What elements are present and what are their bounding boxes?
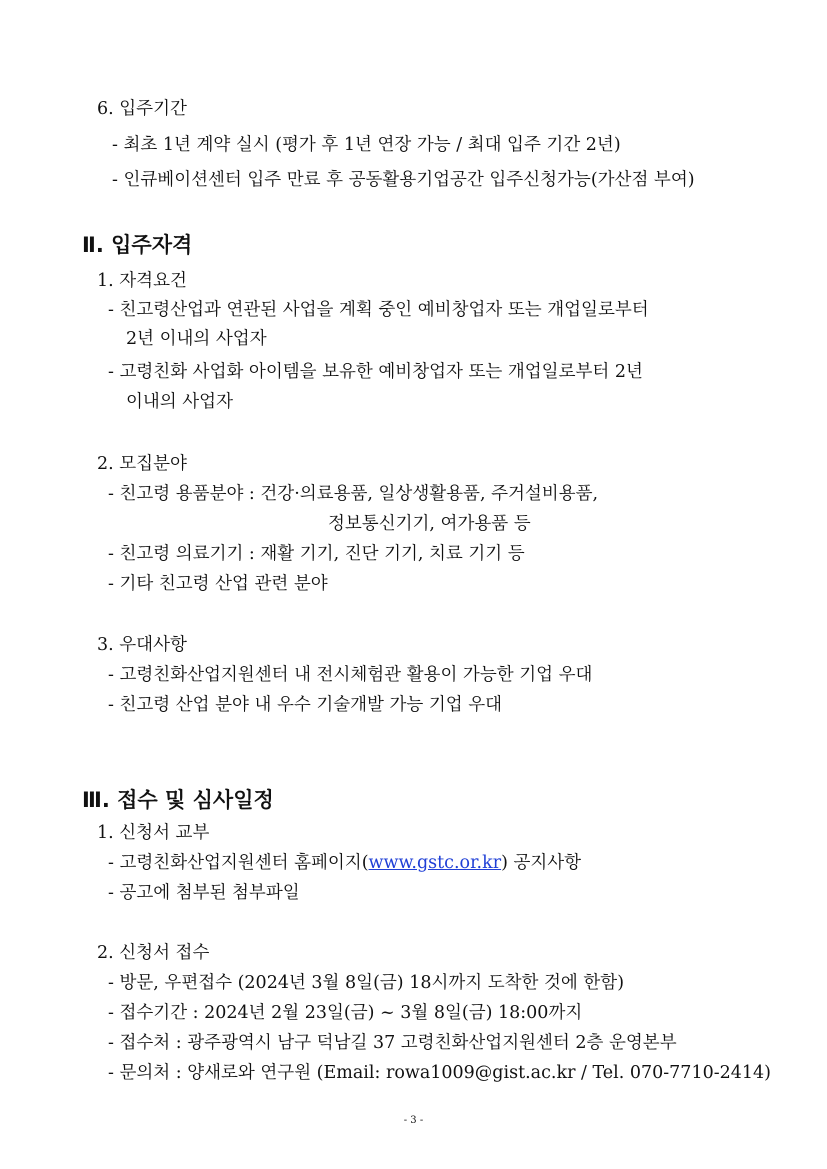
list-item-text: - 고령친화산업지원센터 홈페이지(: [108, 853, 369, 873]
list-item: - 인큐베이션센터 입주 만료 후 공동활용기업공간 입주신청가능(가산점 부여): [112, 170, 695, 190]
list-item: - 친고령 의료기기 : 재활 기기, 진단 기기, 치료 기기 등: [108, 544, 525, 564]
list-item: - 접수처 : 광주광역시 남구 덕남길 37 고령친화산업지원센터 2층 운영본부: [108, 1033, 677, 1053]
list-item: - 문의처 : 양새로와 연구원 (Email: rowa1009@gist.ac.kr / Tel. 070-7710-2414): [108, 1063, 771, 1083]
subsection-title: 1. 자격요건: [97, 271, 187, 291]
homepage-link[interactable]: www.gstc.or.kr: [368, 853, 502, 873]
list-item: - 방문, 우편접수 (2024년 3월 8일(금) 18시까지 도착한 것에 한함): [108, 973, 625, 993]
list-item-continuation: 2년 이내의 사업자: [126, 329, 267, 349]
list-item: - 친고령산업과 연관된 사업을 계획 중인 예비창업자 또는 개업일로부터: [108, 300, 649, 320]
subsection-title: 2. 신청서 접수: [97, 943, 210, 963]
section-heading-2: Ⅱ. 입주자격: [82, 233, 193, 257]
list-item-text: ) 공지사항: [501, 853, 582, 873]
list-item: [108, 851, 581, 875]
list-item-continuation: 정보통신기기, 여가용품 등: [328, 514, 531, 534]
list-item: - 최초 1년 계약 실시 (평가 후 1년 연장 가능 / 최대 입주 기간 2년): [112, 135, 621, 155]
subsection-title: 2. 모집분야: [97, 454, 187, 474]
list-item-continuation: 이내의 사업자: [126, 392, 233, 412]
section-heading-3: Ⅲ. 접수 및 심사일정: [82, 788, 274, 812]
section-6-title: 6. 입주기간: [97, 99, 187, 119]
list-item: - 접수기간 : 2024년 2월 23일(금) ~ 3월 8일(금) 18:00까지: [108, 1003, 583, 1023]
list-item: - 고령친화산업지원센터 내 전시체험관 활용이 가능한 기업 우대: [108, 665, 593, 685]
subsection-title: 1. 신청서 교부: [97, 823, 210, 843]
list-item: - 기타 친고령 산업 관련 분야: [108, 574, 328, 594]
list-item: - 친고령 용품분야 : 건강·의료용품, 일상생활용품, 주거설비용품,: [108, 484, 599, 504]
subsection-title: 3. 우대사항: [97, 635, 187, 655]
list-item: - 친고령 산업 분야 내 우수 기술개발 가능 기업 우대: [108, 695, 503, 715]
list-item: - 고령친화 사업화 아이템을 보유한 예비창업자 또는 개업일로부터 2년: [108, 362, 643, 382]
page-number: - 3 -: [403, 1115, 424, 1126]
list-item: - 공고에 첨부된 첨부파일: [108, 883, 300, 903]
